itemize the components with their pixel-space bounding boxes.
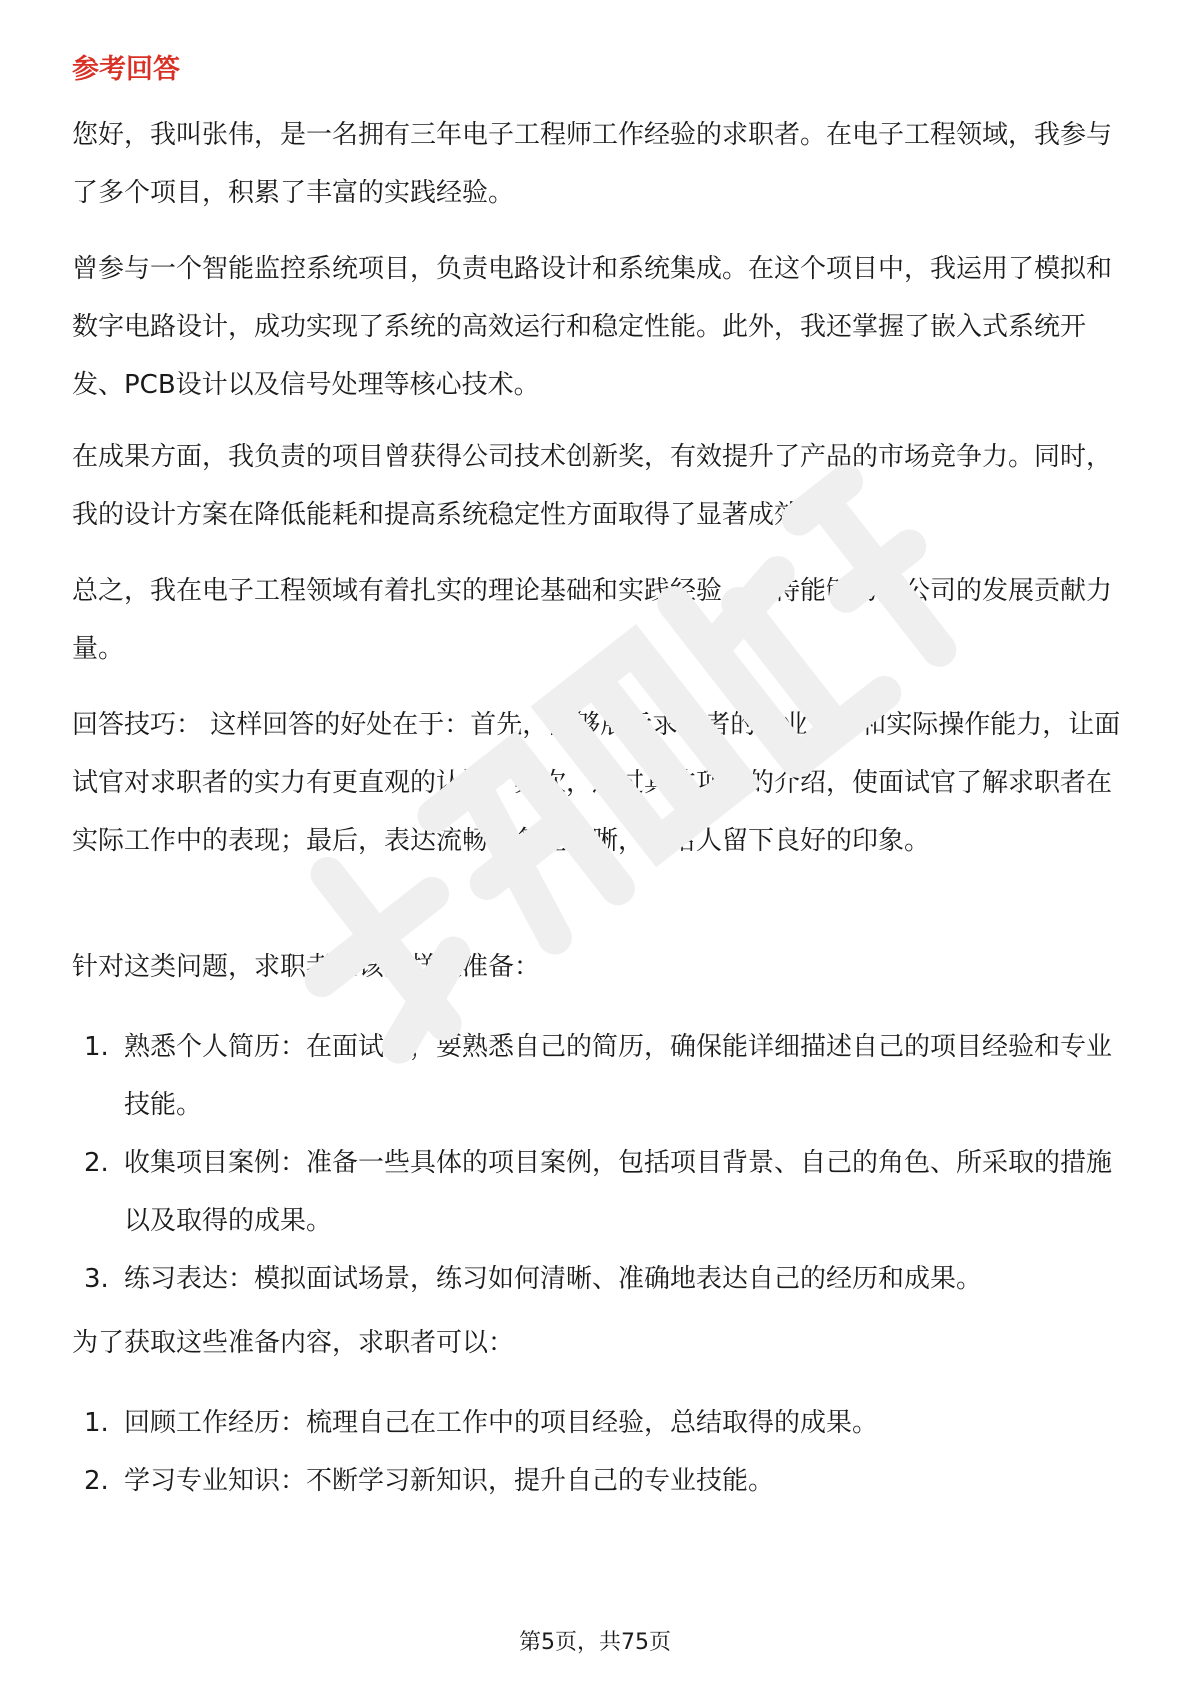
list-number: 2. (84, 1466, 109, 1496)
list-item (72, 1452, 1122, 1510)
page-footer: 第5页，共75页 (519, 1630, 671, 1655)
list-text: 收集项目案例：准备一些具体的项目案例，包括项目背景、自己的角色、所采取的措施以及取得的成果。 (124, 1148, 1113, 1236)
obtain-list (72, 1394, 1122, 1510)
prep-list (72, 1018, 1122, 1308)
list-item (72, 1018, 1122, 1134)
intro-paragraph: 您好，我叫张伟，是一名拥有三年电子工程师工作经验的求职者。在电子工程领域，我参与了多个项目，积累了丰富的实践经验。 (72, 120, 1113, 208)
list-item (72, 1134, 1122, 1250)
prep-intro-paragraph: 针对这类问题，求职者应该这样做准备： (72, 952, 541, 982)
list-number: 2. (84, 1148, 109, 1178)
tips-paragraph: 回答技巧： 这样回答的好处在于：首先，能够展示求职者的专业背景和实际操作能力，让面试官对求职者的实力有更直观的认识；其次，通过具体项目的介绍，使面试官了解求职者在实际工作中的表现；最后，表达流畅、条理清晰，能给人留下良好的印象。 (72, 710, 1121, 856)
list-text: 练习表达：模拟面试场景，练习如何清晰、准确地表达自己的经历和成果。 (124, 1264, 983, 1294)
list-item (72, 1394, 1122, 1452)
list-text: 熟悉个人简历：在面试前，要熟悉自己的简历，确保能详细描述自己的项目经验和专业技能。 (124, 1032, 1113, 1120)
obtain-intro-paragraph: 为了获取这些准备内容，求职者可以： (72, 1328, 515, 1358)
section-heading: 参考回答 (72, 54, 180, 85)
list-number: 3. (84, 1264, 109, 1294)
list-number: 1. (84, 1032, 109, 1062)
achievement-paragraph: 在成果方面，我负责的项目曾获得公司技术创新奖，有效提升了产品的市场竞争力。同时，我的设计方案在降低能耗和提高系统稳定性方面取得了显著成效。 (72, 442, 1113, 530)
list-number: 1. (84, 1408, 109, 1438)
project-paragraph: 曾参与一个智能监控系统项目，负责电路设计和系统集成。在这个项目中，我运用了模拟和数字电路设计，成功实现了系统的高效运行和稳定性能。此外，我还掌握了嵌入式系统开发、PCB设计以及信号处理等核心技术。 (72, 254, 1113, 400)
list-text: 回顾工作经历：梳理自己在工作中的项目经验，总结取得的成果。 (124, 1408, 879, 1438)
list-item (72, 1250, 1122, 1308)
summary-paragraph: 总之，我在电子工程领域有着扎实的理论基础和实践经验，期待能够为贵公司的发展贡献力量。 (72, 576, 1113, 664)
list-text: 学习专业知识：不断学习新知识，提升自己的专业技能。 (124, 1466, 775, 1496)
